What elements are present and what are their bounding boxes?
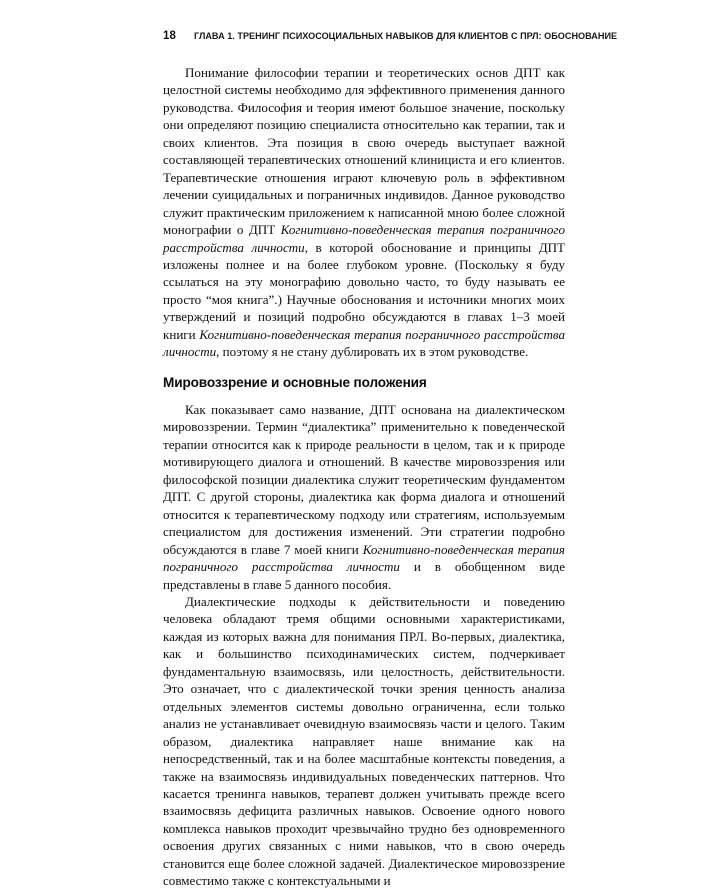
text-column [163,64,565,890]
book-title-italic-1: Когнитивно-поведенческая терапия пограничного расстройства личности [163,222,565,255]
page-number: 18 [163,30,176,42]
book-title-italic-3: Когнитивно-поведенческая терапия пограничного расстройства личности [163,541,565,575]
paragraph-1 [163,64,565,361]
paragraph-2-segment-1: Как показывает само название, ДПТ основана на диалектическом мировоззрении. Термин “диалектика” применительно к поведенческой терапии относится как к природе реальности в целом, так и к природе мотивирующего диалога и отношений. В качестве мировоззрения или философской позиции диалектика служит теоретическим фундаментом ДПТ. С другой стороны, диалектика как форма диалога и отношений относится к терапевтическому подходу или стратегиям, используемым специалистом для достижения изменений. Эти стратегии подробно обсуждаются в главе 7 моей книги [163,402,565,557]
section-heading: Мировоззрение и основные положения [163,374,427,390]
running-head [163,30,618,42]
paragraph-1-segment-3: , поэтому я не стану дублировать их в этом руководстве. [216,344,529,360]
paragraph-1-segment-1: Понимание философии терапии и теоретических основ ДПТ как целостной системы необходимо для эффективного применения данного руководства. Философия и теория имеют большое значение, поскольку они определяют позицию специалиста относительно как терапии, так и своих клиентов. Эта позиция в свою очередь выступает важной составляющей терапевтических отношений клинициста и его клиентов. Терапевтические отношения играют ключевую роль в эффективном лечении суицидальных и пограничных индивидов. Данное руководство служит практическим приложением к написанной мною более сложной монографии о ДПТ [163,65,565,238]
paragraph-2 [163,401,565,593]
paragraph-3: Диалектические подходы к действительности и поведению человека обладают тремя общими основными характеристиками, каждая из которых важна для понимания ПРЛ. Во-первых, диалектика, как и большинство психодинамических систем, подчеркивает фундаментальную взаимосвязь, или целостность, действительности. Это означает, что с диалектической точки зрения ценность анализа отдельных элементов системы довольно ограниченна, если только анализ не устанавливает очевидную взаимосвязь части и целого. Таким образом, диалектика направляет наше внимание как на непосредственный, так и на более масштабные контексты поведения, а также на взаимосвязь индивидуальных поведенческих паттернов. Что касается тренинга навыков, терапевт должен учитывать прежде всего взаимосвязь дефицита различных навыков. Освоение одного нового комплекса навыков проходит чрезвычайно трудно без одновременного освоения других связанных с ними навыков, что в свою очередь становится еще более сложной задачей. Диалектическое мировоззрение совместимо также с контекстуальными и [163,594,565,889]
paragraph-2-segment-2: и в обобщенном виде представлены в главе 5 данного пособия. [163,559,565,592]
paragraph-1-segment-2: , в которой обоснование и принципы ДПТ изложены полнее и на более глубоком уровне. (Поскольку я буду ссылаться на эту монографию довольно часто, то буду называть ее просто “моя книга”.) Научные обоснования и источники многих моих утверждений и позиций подробно обсуждаются в главах 1–3 моей книги [163,239,565,342]
book-title-italic-2: Когнитивно-поведенческая терапия пограничного расстройства личности [163,326,565,360]
chapter-running-title: ГЛАВА 1. ТРЕНИНГ ПСИХОСОЦИАЛЬНЫХ НАВЫКОВ ДЛЯ КЛИЕНТОВ С ПРЛ: ОБОСНОВАНИЕ [194,31,618,41]
